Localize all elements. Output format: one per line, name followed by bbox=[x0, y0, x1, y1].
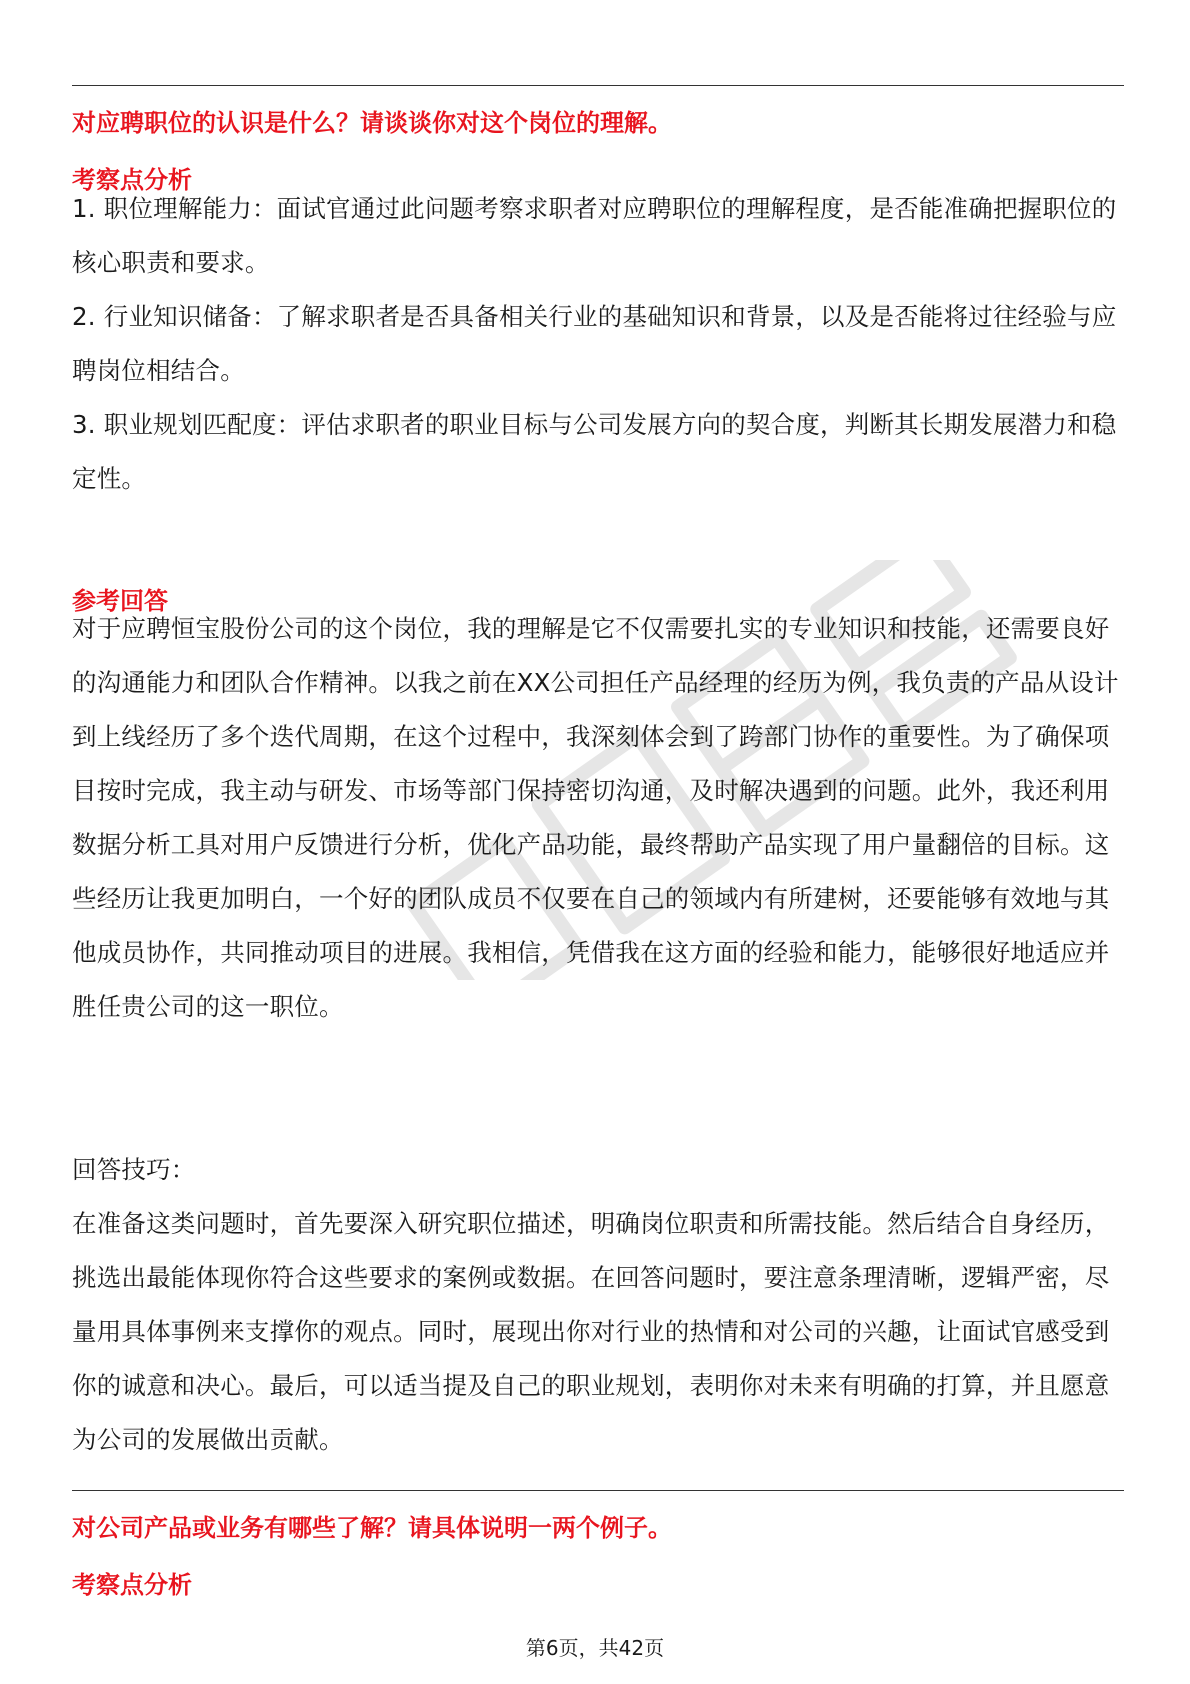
question-2-title: 对公司产品或业务有哪些了解？请具体说明一两个例子。 bbox=[72, 1514, 672, 1542]
section-divider-bottom bbox=[72, 1490, 1124, 1491]
page-footer: 第6页，共42页 bbox=[525, 1636, 665, 1660]
question-1-title: 对应聘职位的认识是什么？请谈谈你对这个岗位的理解。 bbox=[72, 109, 672, 137]
question-1-tips-text: 在准备这类问题时，首先要深入研究职位描述，明确岗位职责和所需技能。然后结合自身经历，挑选出最能体现你符合这些要求的案例或数据。在回答问题时，要注意条理清晰，逻辑严密，尽量用具体事例来支撑你的观点。同时，展现出你对行业的热情和对公司的兴趣，让面试官感受到你的诚意和决心。最后，可以适当提及自己的职业规划，表明你对未来有明确的打算，并且愿意为公司的发展做出贡献。 bbox=[72, 1209, 1110, 1454]
question-1-tips-heading: 回答技巧： bbox=[72, 1155, 196, 1184]
question-2-analysis-heading: 考察点分析 bbox=[72, 1571, 192, 1599]
analysis-item: 2. 行业知识储备：了解求职者是否具备相关行业的基础知识和背景，以及是否能将过往经验与应聘岗位相结合。 bbox=[72, 302, 1117, 385]
analysis-item: 3. 职业规划匹配度：评估求职者的职业目标与公司发展方向的契合度，判断其长期发展潜力和稳定性。 bbox=[72, 410, 1117, 493]
question-1-analysis-heading: 考察点分析 bbox=[72, 166, 192, 194]
analysis-item: 1. 职位理解能力：面试官通过此问题考察求职者对应聘职位的理解程度，是否能准确把握职位的核心职责和要求。 bbox=[72, 194, 1117, 277]
question-1-answer-heading: 参考回答 bbox=[72, 587, 168, 615]
question-1-analysis-list bbox=[72, 182, 1124, 506]
question-1-answer-text: 对于应聘恒宝股份公司的这个岗位，我的理解是它不仅需要扎实的专业知识和技能，还需要良好的沟通能力和团队合作精神。以我之前在XX公司担任产品经理的经历为例，我负责的产品从设计到上线经历了多个迭代周期，在这个过程中，我深刻体会到了跨部门协作的重要性。为了确保项目按时完成，我主动与研发、市场等部门保持密切沟通，及时解决遇到的问题。此外，我还利用数据分析工具对用户反馈进行分析，优化产品功能，最终帮助产品实现了用户量翻倍的目标。这些经历让我更加明白，一个好的团队成员不仅要在自己的领域内有所建树，还要能够有效地与其他成员协作，共同推动项目的进展。我相信，凭借我在这方面的经验和能力，能够很好地适应并胜任贵公司的这一职位。 bbox=[72, 614, 1119, 1021]
section-divider-top bbox=[72, 85, 1124, 86]
